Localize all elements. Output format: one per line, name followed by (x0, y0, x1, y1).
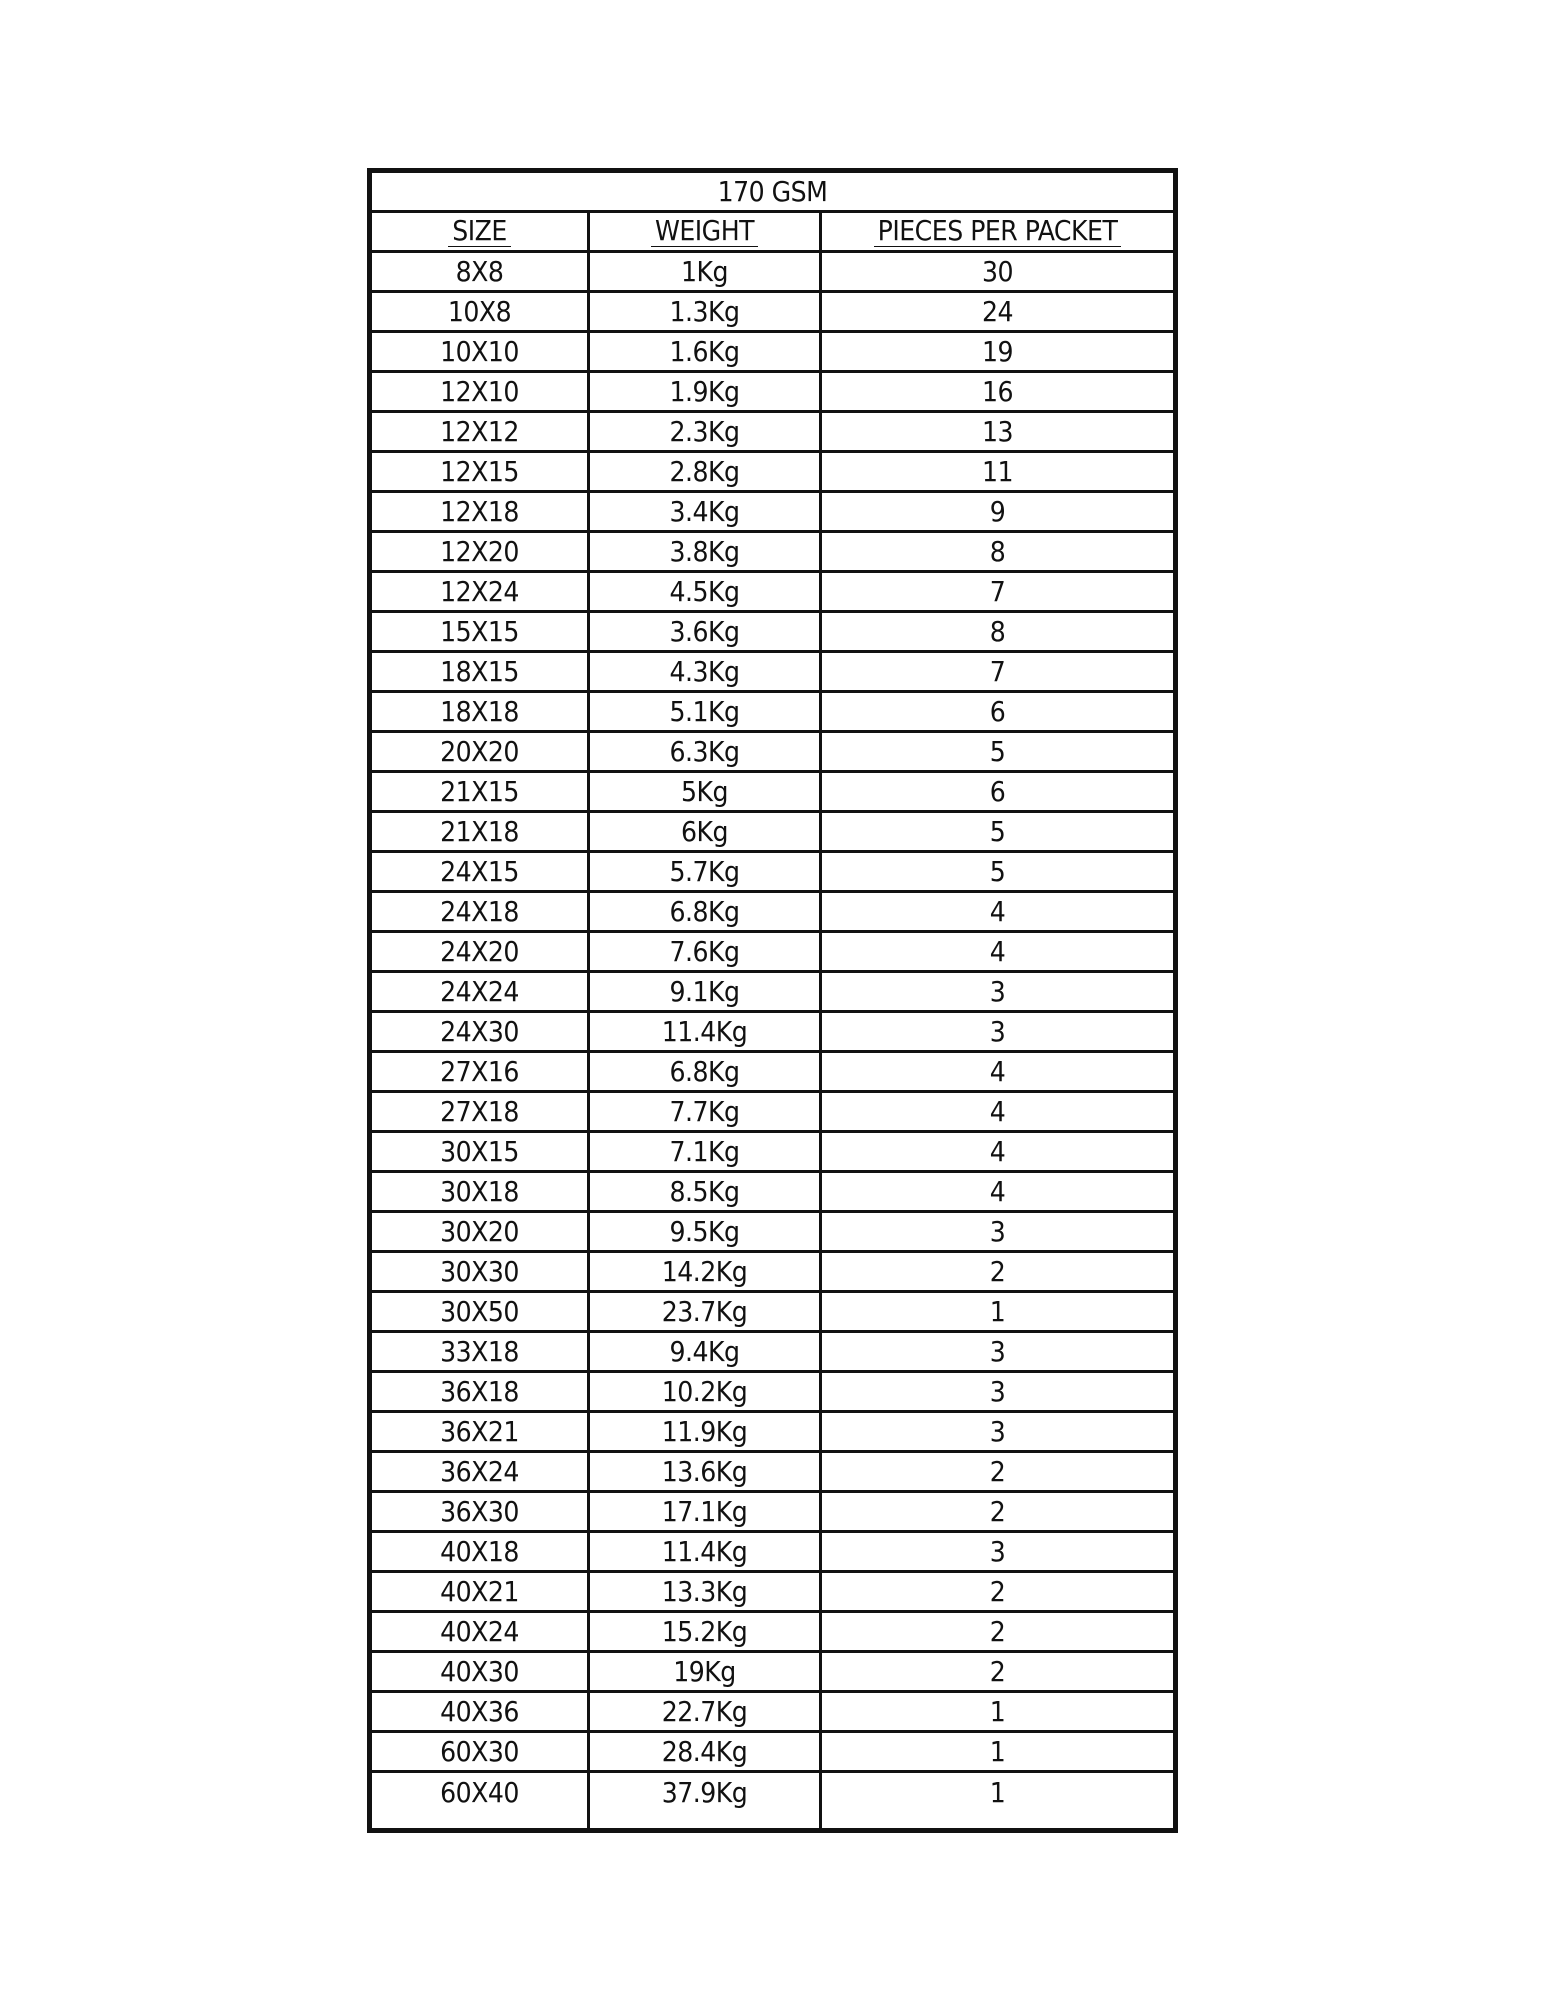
table-row (372, 1493, 1173, 1533)
size-cell: 10X10 (440, 334, 519, 368)
weight-cell: 17.1Kg (661, 1494, 748, 1528)
size-cell: 24X30 (440, 1014, 519, 1048)
weight-cell: 11.4Kg (661, 1534, 748, 1568)
pieces-cell: 30 (981, 254, 1014, 288)
header-size-label: SIZE (448, 216, 511, 246)
pieces-cell: 3 (989, 1414, 1006, 1448)
table-row (372, 813, 1173, 853)
table-row (372, 653, 1173, 693)
pieces-cell: 1 (989, 1694, 1006, 1728)
pieces-cell: 9 (989, 494, 1006, 528)
pieces-cell: 24 (981, 294, 1014, 328)
pieces-cell: 6 (989, 774, 1006, 808)
size-cell: 36X30 (440, 1494, 519, 1528)
weight-cell: 9.5Kg (669, 1214, 740, 1248)
pieces-cell: 4 (989, 934, 1006, 968)
table-row (372, 1773, 1173, 1813)
weight-cell: 5.7Kg (669, 854, 740, 888)
table-row (372, 1413, 1173, 1453)
pieces-cell: 13 (981, 414, 1014, 448)
size-cell: 24X15 (440, 854, 519, 888)
pieces-cell: 2 (989, 1254, 1006, 1288)
size-cell: 40X36 (440, 1694, 519, 1728)
weight-cell: 9.4Kg (669, 1334, 740, 1368)
size-cell: 40X21 (440, 1574, 519, 1608)
size-cell: 21X18 (440, 814, 519, 848)
size-cell: 30X18 (440, 1174, 519, 1208)
table-row (372, 853, 1173, 893)
pieces-cell: 11 (981, 454, 1014, 488)
weight-cell: 6.3Kg (669, 734, 740, 768)
column-divider-2 (819, 213, 822, 1828)
pieces-cell: 4 (989, 1134, 1006, 1168)
size-cell: 12X24 (440, 574, 519, 608)
size-cell: 33X18 (440, 1334, 519, 1368)
table-row (372, 733, 1173, 773)
table-row (372, 973, 1173, 1013)
weight-cell: 15.2Kg (661, 1614, 748, 1648)
pieces-cell: 2 (989, 1574, 1006, 1608)
table-row (372, 333, 1173, 373)
weight-cell: 13.3Kg (661, 1574, 748, 1608)
table-row (372, 1173, 1173, 1213)
weight-cell: 10.2Kg (661, 1374, 748, 1408)
pieces-cell: 3 (989, 1374, 1006, 1408)
table-row (372, 1293, 1173, 1333)
size-cell: 8X8 (455, 254, 504, 288)
pieces-cell: 7 (989, 574, 1006, 608)
size-cell: 12X15 (440, 454, 519, 488)
table-row (372, 453, 1173, 493)
pieces-cell: 5 (989, 734, 1006, 768)
table-row (372, 1093, 1173, 1133)
weight-cell: 28.4Kg (661, 1734, 748, 1768)
table-title-row (372, 173, 1173, 213)
header-weight-label: WEIGHT (651, 216, 758, 246)
table-row (372, 1133, 1173, 1173)
weight-cell: 3.6Kg (669, 614, 740, 648)
weight-cell: 5.1Kg (669, 694, 740, 728)
size-cell: 60X40 (440, 1776, 519, 1809)
table-row (372, 1533, 1173, 1573)
table-row (372, 1053, 1173, 1093)
size-cell: 12X10 (440, 374, 519, 408)
size-cell: 12X20 (440, 534, 519, 568)
pieces-cell: 3 (989, 1334, 1006, 1368)
weight-cell: 7.6Kg (669, 934, 740, 968)
pieces-cell: 2 (989, 1654, 1006, 1688)
size-cell: 27X16 (440, 1054, 519, 1088)
pieces-cell: 5 (989, 854, 1006, 888)
pieces-cell: 3 (989, 1214, 1006, 1248)
pieces-cell: 2 (989, 1494, 1006, 1528)
table-row (372, 1213, 1173, 1253)
size-cell: 24X18 (440, 894, 519, 928)
weight-cell: 8.5Kg (669, 1174, 740, 1208)
table-header-row (372, 213, 1173, 253)
size-cell: 40X30 (440, 1654, 519, 1688)
weight-cell: 6.8Kg (669, 1054, 740, 1088)
pieces-cell: 3 (989, 1014, 1006, 1048)
table-row (372, 1453, 1173, 1493)
table-row (372, 1253, 1173, 1293)
table-row (372, 893, 1173, 933)
size-cell: 36X18 (440, 1374, 519, 1408)
weight-cell: 1.3Kg (669, 294, 740, 328)
size-cell: 24X20 (440, 934, 519, 968)
size-cell: 27X18 (440, 1094, 519, 1128)
pieces-cell: 3 (989, 974, 1006, 1008)
table-row (372, 933, 1173, 973)
pieces-cell: 4 (989, 1054, 1006, 1088)
table-row (372, 1653, 1173, 1693)
pieces-cell: 16 (981, 374, 1014, 408)
header-size (372, 213, 587, 250)
size-cell: 30X15 (440, 1134, 519, 1168)
pieces-cell: 19 (981, 334, 1014, 368)
weight-cell: 37.9Kg (661, 1776, 748, 1809)
table-row (372, 573, 1173, 613)
header-weight (590, 213, 819, 250)
size-cell: 40X18 (440, 1534, 519, 1568)
weight-cell: 19Kg (673, 1654, 736, 1688)
weight-cell: 6Kg (680, 814, 729, 848)
weight-cell: 7.1Kg (669, 1134, 740, 1168)
table-row (372, 293, 1173, 333)
weight-cell: 3.8Kg (669, 534, 740, 568)
table-row (372, 1013, 1173, 1053)
column-divider-1 (587, 213, 590, 1828)
weight-cell: 13.6Kg (661, 1454, 748, 1488)
header-pieces (822, 213, 1173, 250)
weight-cell: 2.3Kg (669, 414, 740, 448)
size-cell: 21X15 (440, 774, 519, 808)
gsm-table (367, 168, 1178, 1833)
weight-cell: 22.7Kg (661, 1694, 748, 1728)
table-row (372, 413, 1173, 453)
weight-cell: 1.6Kg (669, 334, 740, 368)
table-row (372, 1573, 1173, 1613)
size-cell: 60X30 (440, 1734, 519, 1768)
table-row (372, 1333, 1173, 1373)
size-cell: 10X8 (447, 294, 512, 328)
weight-cell: 4.5Kg (669, 574, 740, 608)
table-row (372, 533, 1173, 573)
table-row (372, 493, 1173, 533)
size-cell: 20X20 (440, 734, 519, 768)
size-cell: 36X24 (440, 1454, 519, 1488)
weight-cell: 1.9Kg (669, 374, 740, 408)
table-row (372, 693, 1173, 733)
weight-cell: 6.8Kg (669, 894, 740, 928)
weight-cell: 9.1Kg (669, 974, 740, 1008)
pieces-cell: 1 (989, 1294, 1006, 1328)
pieces-cell: 4 (989, 894, 1006, 928)
pieces-cell: 8 (989, 534, 1006, 568)
size-cell: 30X20 (440, 1214, 519, 1248)
size-cell: 30X50 (440, 1294, 519, 1328)
table-row (372, 1693, 1173, 1733)
weight-cell: 5Kg (680, 774, 729, 808)
pieces-cell: 8 (989, 614, 1006, 648)
weight-cell: 14.2Kg (661, 1254, 748, 1288)
size-cell: 30X30 (440, 1254, 519, 1288)
size-cell: 36X21 (440, 1414, 519, 1448)
pieces-cell: 4 (989, 1174, 1006, 1208)
weight-cell: 1Kg (680, 254, 729, 288)
weight-cell: 23.7Kg (661, 1294, 748, 1328)
size-cell: 12X18 (440, 494, 519, 528)
size-cell: 24X24 (440, 974, 519, 1008)
header-pieces-label: PIECES PER PACKET (874, 216, 1122, 246)
pieces-cell: 7 (989, 654, 1006, 688)
pieces-cell: 1 (989, 1734, 1006, 1768)
size-cell: 18X15 (440, 654, 519, 688)
table-row (372, 253, 1173, 293)
weight-cell: 4.3Kg (669, 654, 740, 688)
weight-cell: 3.4Kg (669, 494, 740, 528)
weight-cell: 2.8Kg (669, 454, 740, 488)
table-row (372, 613, 1173, 653)
size-cell: 18X18 (440, 694, 519, 728)
table-row (372, 373, 1173, 413)
size-cell: 15X15 (440, 614, 519, 648)
pieces-cell: 3 (989, 1534, 1006, 1568)
weight-cell: 11.4Kg (661, 1014, 748, 1048)
pieces-cell: 4 (989, 1094, 1006, 1128)
size-cell: 40X24 (440, 1614, 519, 1648)
pieces-cell: 2 (989, 1454, 1006, 1488)
pieces-cell: 1 (989, 1776, 1006, 1809)
table-row (372, 1733, 1173, 1773)
weight-cell: 11.9Kg (661, 1414, 748, 1448)
weight-cell: 7.7Kg (669, 1094, 740, 1128)
table-title: 170 GSM (717, 174, 828, 208)
table-row (372, 1373, 1173, 1413)
pieces-cell: 5 (989, 814, 1006, 848)
table-row (372, 1613, 1173, 1653)
size-cell: 12X12 (440, 414, 519, 448)
pieces-cell: 6 (989, 694, 1006, 728)
table-row (372, 773, 1173, 813)
pieces-cell: 2 (989, 1614, 1006, 1648)
